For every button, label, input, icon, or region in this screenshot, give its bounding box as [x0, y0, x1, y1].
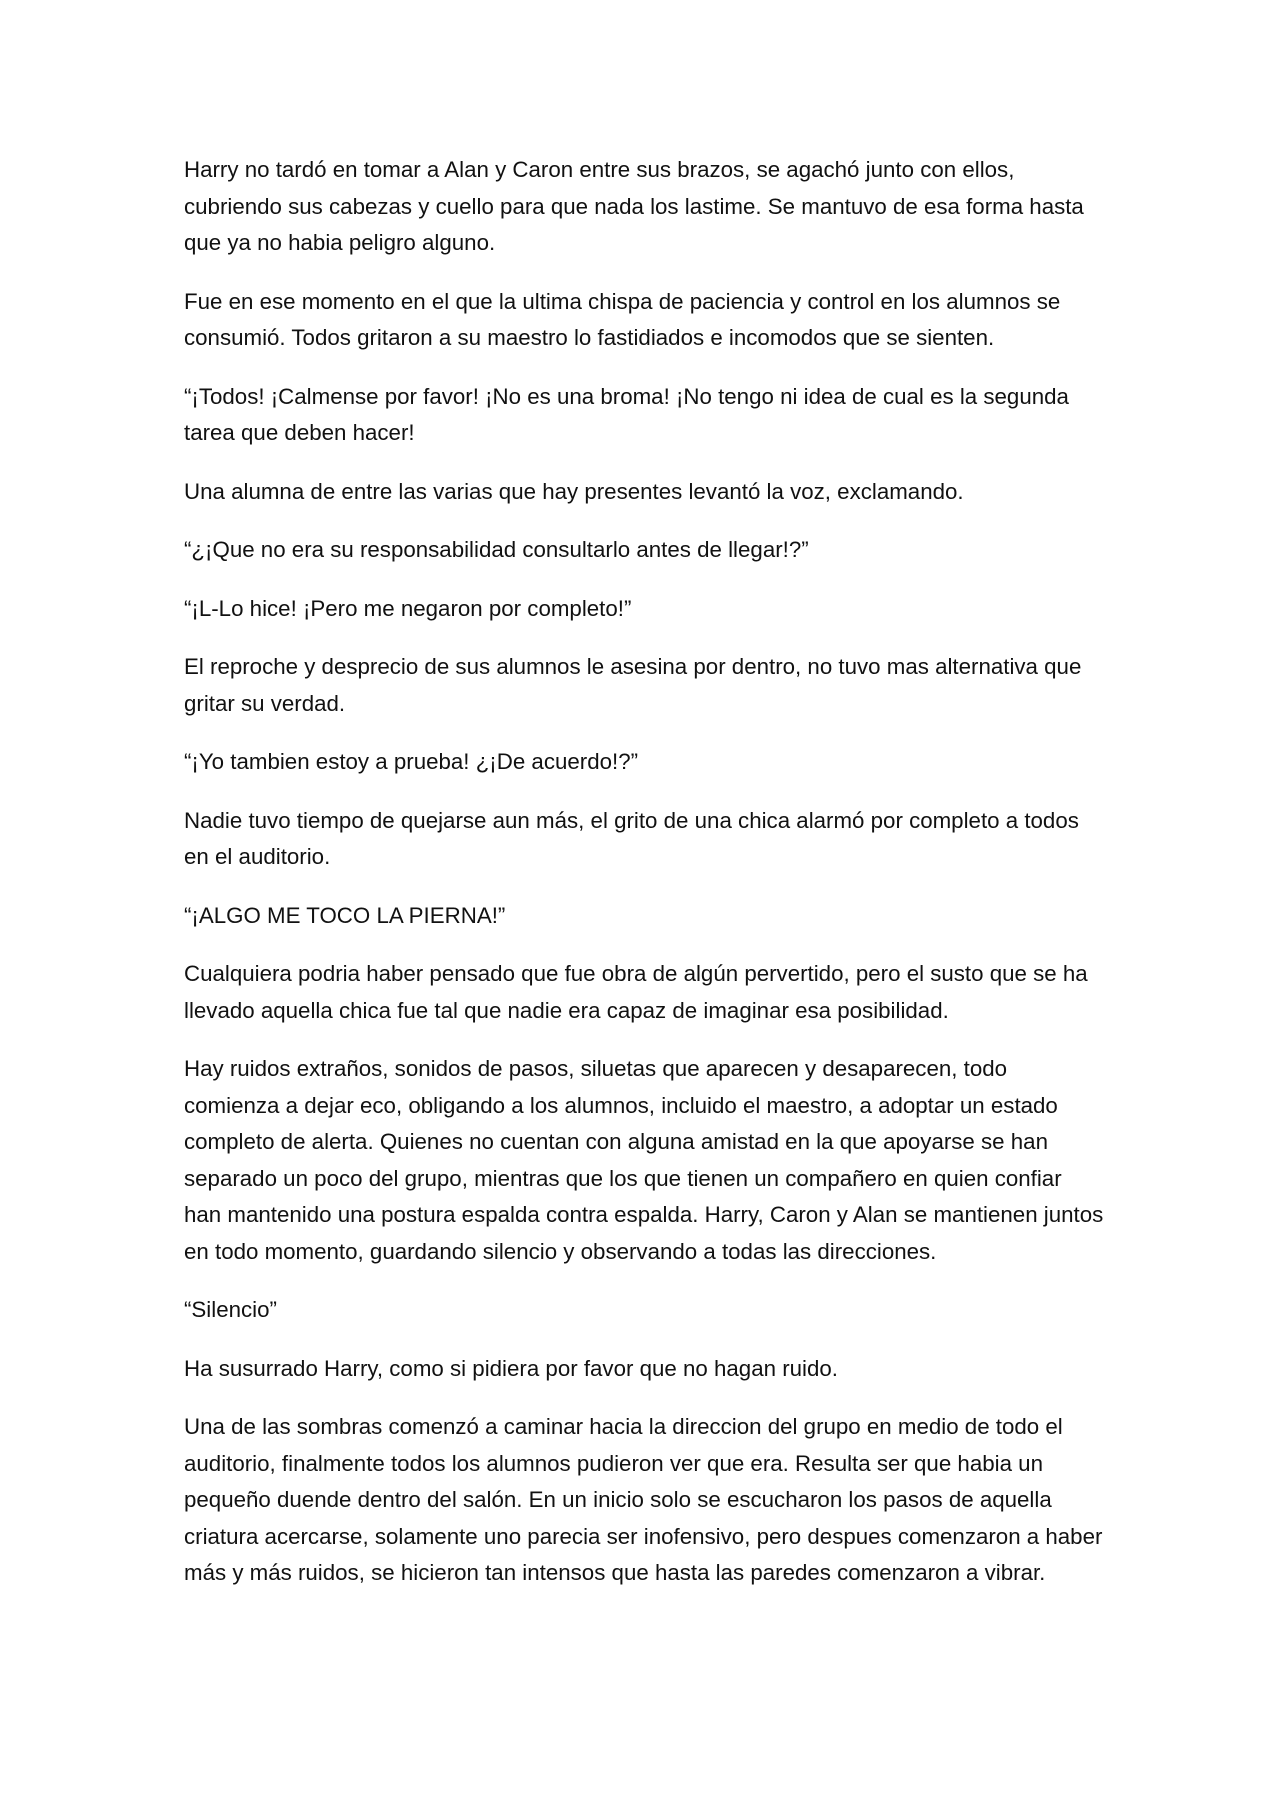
paragraph: Hay ruidos extraños, sonidos de pasos, siluetas que aparecen y desaparecen, todo comienza a dejar eco, obligando a los alumnos, incluido el maestro, a adoptar un estado completo de alerta. Quienes no cuentan con alguna amistad en la que apoyarse se han separado un poco del grupo, mientras que los que tienen un compañero en quien confiar han mantenido una postura espalda contra espalda. Harry, Caron y Alan se mantienen juntos en todo momento, guardando silencio y observando a todas las direcciones. — [184, 1056, 1104, 1264]
paragraph: Fue en ese momento en el que la ultima chispa de paciencia y control en los alumnos se consumió. Todos gritaron a su maestro lo fastidiados e incomodos que se sienten. — [184, 288, 1061, 350]
paragraph: Una alumna de entre las varias que hay presentes levantó la voz, exclamando. — [184, 478, 964, 504]
paragraph: Una de las sombras comenzó a caminar hacia la direccion del grupo en medio de todo el auditorio, finalmente todos los alumnos pudieron ver que era. Resulta ser que habia un pequeño duende dentro del salón. En un inicio solo se escucharon los pasos de aquella criatura acercarse, solamente uno parecia ser inofensivo, pero despues comenzaron a haber más y más ruidos, se hicieron tan intensos que hasta las paredes comenzaron a vibrar. — [184, 1414, 1103, 1585]
paragraph: El reproche y desprecio de sus alumnos le asesina por dentro, no tuvo mas alternativa que gritar su verdad. — [184, 654, 1082, 716]
paragraph: “¡Yo tambien estoy a prueba! ¿¡De acuerdo!?” — [184, 749, 639, 774]
paragraph: “¡L-Lo hice! ¡Pero me negaron por completo!” — [184, 595, 632, 621]
paragraph: “¿¡Que no era su responsabilidad consultarlo antes de llegar!?” — [184, 537, 809, 562]
paragraph: “Silencio” — [184, 1297, 277, 1322]
document-body — [184, 152, 1104, 1614]
paragraph: Ha susurrado Harry, como si pidiera por favor que no hagan ruido. — [184, 1355, 838, 1381]
paragraph: Nadie tuvo tiempo de quejarse aun más, el grito de una chica alarmó por completo a todos en el auditorio. — [184, 807, 1079, 869]
paragraph: “¡ALGO ME TOCO LA PIERNA!” — [184, 902, 506, 928]
paragraph: “¡Todos! ¡Calmense por favor! ¡No es una broma! ¡No tengo ni idea de cual es la segunda tarea que deben hacer! — [184, 383, 1069, 445]
paragraph: Harry no tardó en tomar a Alan y Caron entre sus brazos, se agachó junto con ellos, cubriendo sus cabezas y cuello para que nada los lastime. Se mantuvo de esa forma hasta que ya no habia peligro alguno. — [184, 157, 1084, 255]
paragraph: Cualquiera podria haber pensado que fue obra de algún pervertido, pero el susto que se ha llevado aquella chica fue tal que nadie era capaz de imaginar esa posibilidad. — [184, 961, 1088, 1023]
